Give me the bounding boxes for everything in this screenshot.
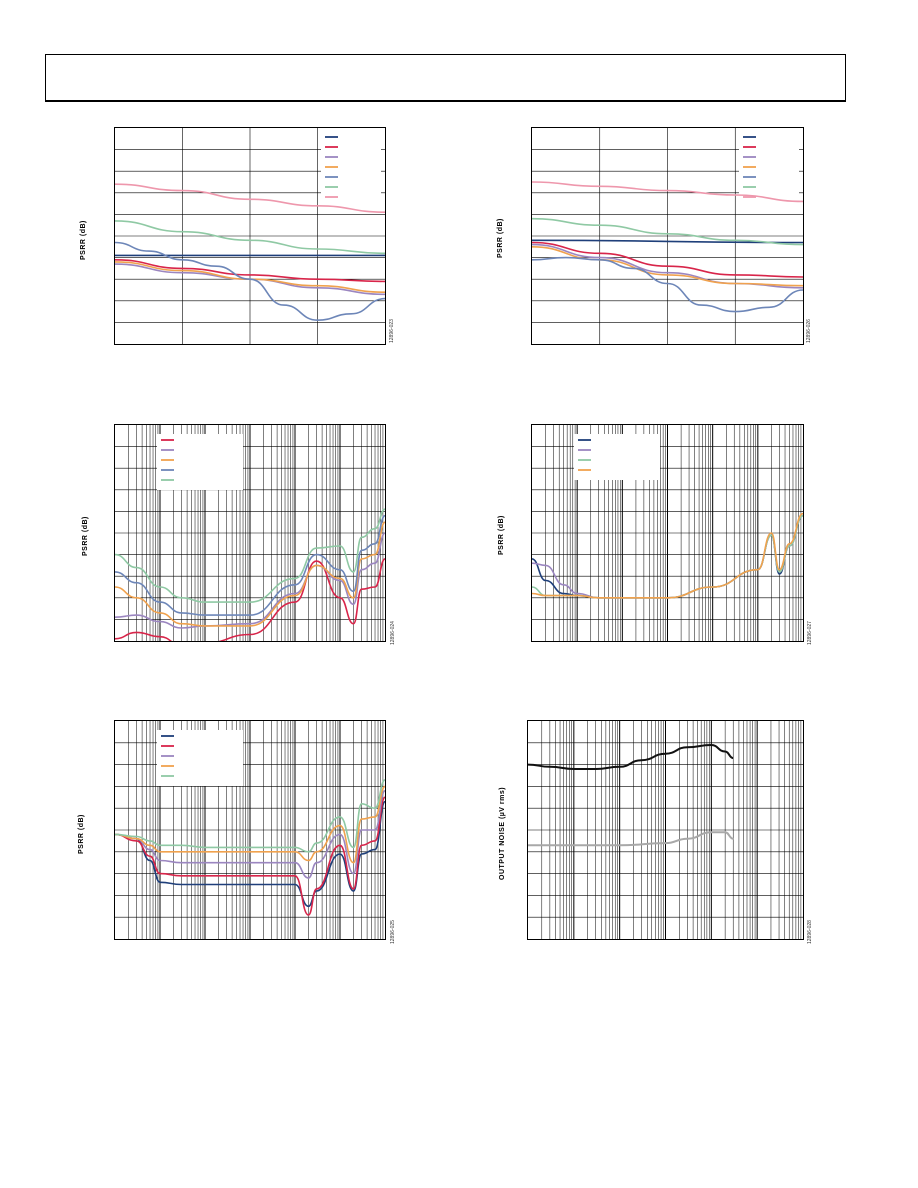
y-axis-label: PSRR (dB) xyxy=(497,218,504,258)
y-axis-label: PSRR (dB) xyxy=(80,220,87,260)
figure-id: 12896-026 xyxy=(806,319,812,343)
y-axis-label: PSRR (dB) xyxy=(82,516,89,556)
plot-area xyxy=(527,720,804,940)
legend-box xyxy=(157,434,243,490)
figure-id: 12896-023 xyxy=(389,319,395,343)
chart-svg xyxy=(115,128,385,344)
legend xyxy=(574,434,660,480)
y-axis-label: PSRR (dB) xyxy=(498,515,505,555)
plot-area xyxy=(114,127,386,345)
plot-area xyxy=(114,720,386,940)
figure-id: 12896-027 xyxy=(807,621,813,645)
legend-box xyxy=(321,131,381,207)
legend xyxy=(157,730,243,786)
plot-area xyxy=(531,424,804,642)
grid xyxy=(115,721,385,939)
chart-svg xyxy=(115,721,385,939)
series-line xyxy=(528,832,733,845)
figure-id: 12896-024 xyxy=(390,621,396,645)
figure-id: 12896-025 xyxy=(390,920,396,944)
legend xyxy=(321,131,381,207)
plot-area xyxy=(114,424,386,642)
chart-svg xyxy=(532,425,803,641)
y-axis-label: PSRR (dB) xyxy=(78,814,85,854)
chart-svg xyxy=(115,425,385,641)
chart-svg xyxy=(528,721,803,939)
y-axis-label: OUTPUT NOISE (µV rms) xyxy=(499,786,506,880)
figure-id: 12896-028 xyxy=(807,920,813,944)
chart-svg xyxy=(532,128,803,344)
series-line xyxy=(528,745,733,769)
legend-box xyxy=(157,730,243,786)
plot-area xyxy=(531,127,804,345)
legend xyxy=(157,434,243,490)
grid xyxy=(115,425,385,641)
grid xyxy=(532,425,803,641)
page-header-box xyxy=(45,54,846,102)
